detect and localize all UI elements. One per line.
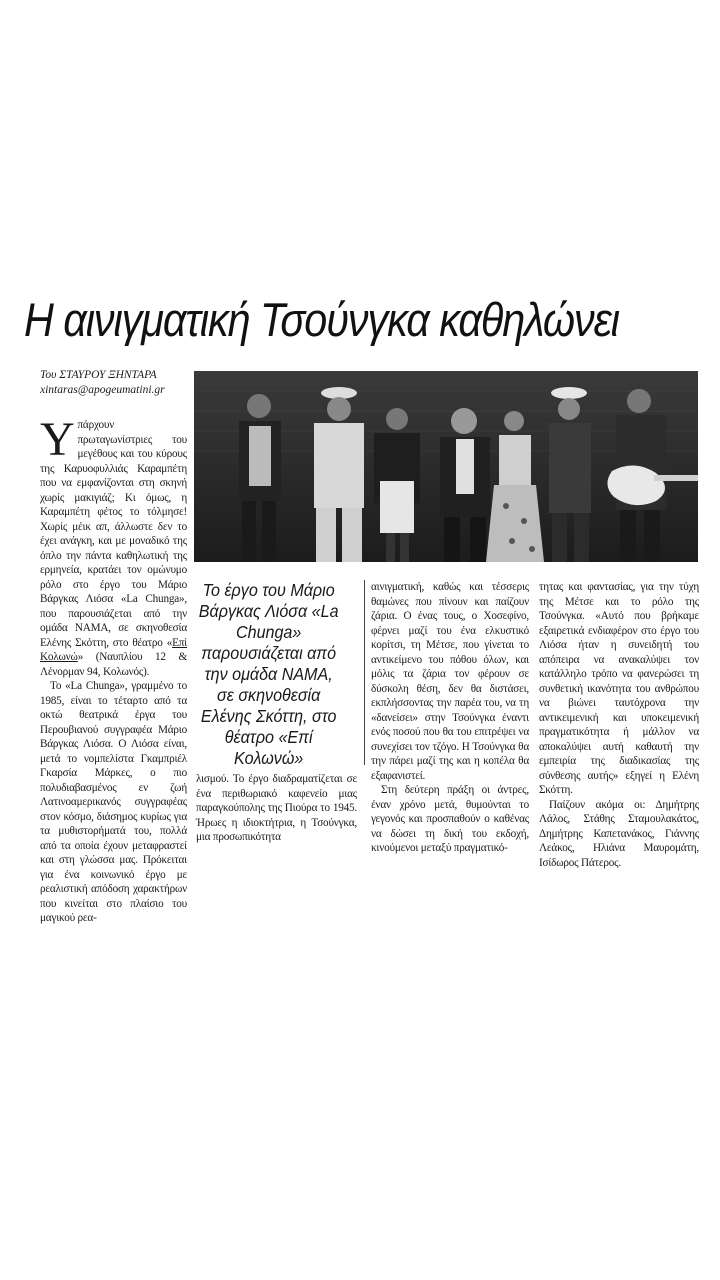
cast-photo — [194, 371, 698, 562]
column-3 — [371, 580, 529, 856]
col1-paragraph-2: Το «La Chunga», γραμμένο το 1985, είναι το τέταρτο από τα οκτώ θεατρικά έργα του Περουβιανού συγγραφέα Μάριο Βάργκας Λιόσα. Ο Λιόσα είναι, μετά το νομπελίστα Γκαμπριέλ Γκαρσία Μάρκες, ο πιο πολυδιαβασμένος εν ζωή Λατινοαμερικανός συγγραφέας στον κόσμο, διάσημος κυρίως για τα μυθιστορήματά του, πολλά από τα οποία έχουν μεταφραστεί και στη γλώσσα μας. Πρόκειται για ένα κοινωνικό έργο με ρεαλιστική απόδοση χαρακτήρων που κινείται στο πλαίσιο του μαγικού ρεα- — [40, 680, 187, 924]
pull-quote: Το έργο του Μάριο Βάργκας Λιόσα «La Chunga» παρουσιάζεται από την ομάδα ΝΑΜΑ, σε σκηνοθεσία Ελένης Σκόττη, στο θέατρο «Επί Κολωνώ» — [198, 580, 339, 768]
column-divider — [364, 580, 365, 765]
byline-author: Του ΣΤΑΥΡΟΥ ΞΗΝΤΑΡΑ — [40, 369, 157, 381]
col4-paragraph-2: Παίζουν ακόμα οι: Δημήτρης Λάλος, Στάθης Σταμουλακάτος, Δημήτρης Καπετανάκος, Γιάννης Λεάκος, Ηλιάνα Μαυρομάτη, Ισίδωρος Πάτερος. — [539, 798, 699, 869]
byline — [40, 368, 165, 398]
col3-paragraph-2: Στη δεύτερη πράξη οι άντρες, έναν χρόνο μετά, θυμούνται το γεγονός και προσπαθούν ο καθένας να δώσει τη δική του εκδοχή, κινούμενοι μεταξύ πραγματικό- — [371, 784, 529, 854]
column-2-continuation — [196, 772, 357, 845]
dropcap: Υ — [40, 413, 75, 466]
byline-email: xintaras@apogeumatini.gr — [40, 384, 165, 396]
venue-name: Επί Κολωνώ — [40, 636, 187, 663]
column-4 — [539, 580, 699, 870]
col1-paragraph-1 — [40, 413, 187, 679]
col3-paragraph-1: αινιγματική, καθώς και τέσσερις θαμώνες που πίνουν και παίζουν ζάρια. Ο ένας τους, ο Χοσεφίνο, φέρνει μαζί του ένα ελκυστικό κορίτσι, τη Μέτσε, που γίνεται το αντικείμενο του πόθου όλων, και μόλις τα ζάρια τον φέρουν σε δύσκολη θέση, δεν θα διστάσει, εκπλήσσοντας την παρέα του, να τη «δανείσει» στην Τσούνγκα έναντι ενός ποσού που θα του επιτρέψει να συνεχίσει τον τζόγο. Η Τσούνγκα θα την πάρει μαζί της και η κοπέλα θα εξαφανιστεί. — [371, 581, 529, 782]
col1-text-end: » (Ναυπλίου 12 & Λένορμαν 94, Κολωνός). — [40, 651, 187, 678]
column-1 — [40, 413, 187, 926]
col2-paragraph: λισμού. Το έργο διαδραματίζεται σε ένα περιθωριακό καφενείο μιας παραγκούπολης της Πιούρα το 1945. Ήρωες η ιδιοκτήτρια, η Τσούνγκα, μια προσωπικότητα — [196, 773, 357, 843]
article-headline: Η αινιγματική Τσούνγκα καθηλώνει — [24, 293, 619, 346]
col1-text: πάρχουν πρωταγωνίστριες του μεγέθους και του κύρους της Καρυοφυλλιάς Καραμπέτη που να εμφανίζονται στη σκηνή χωρίς μακιγιάζ; Κι όμως, η Καραμπέτη φέτος το τόλμησε! Χωρίς μέικ απ, άλλωστε δεν το έχει ανάγκη, και με μοναδικό της όπλο την πάντα καθηλωτική της ερμηνεία, κρατάει τον ομώνυμο ρόλο στο έργο του Μάριο Βάργκας Λιόσα «La Chunga», που παρουσιάζεται από την ομάδα ΝΑΜΑ, σε σκηνοθεσία Ελένης Σκόττη, στο θέατρο « — [40, 419, 187, 649]
col4-paragraph-1: τητας και φαντασίας, για την τύχη της Μέτσε και το ρόλο της Τσούνγκα. «Αυτό που βρήκαμε εξαιρετικά ενδιαφέρον στο έργο του Λιόσα ήταν η συνειδητή του απόπειρα να ανακαλύψει τον κατάλληλο τρόπο να φανερώσει τη συνθετική ικανότητα του ανθρώπου να βιώνει ταυτόχρονα την αντικειμενική και υποκειμενική πραγματικότητα ή μάλλον να αποκαλύψει αυτή καθαυτή την εμπειρία της διαδικασίας της σύνθεσης αυτής» εξηγεί η Ελένη Σκόττη. — [539, 581, 699, 796]
